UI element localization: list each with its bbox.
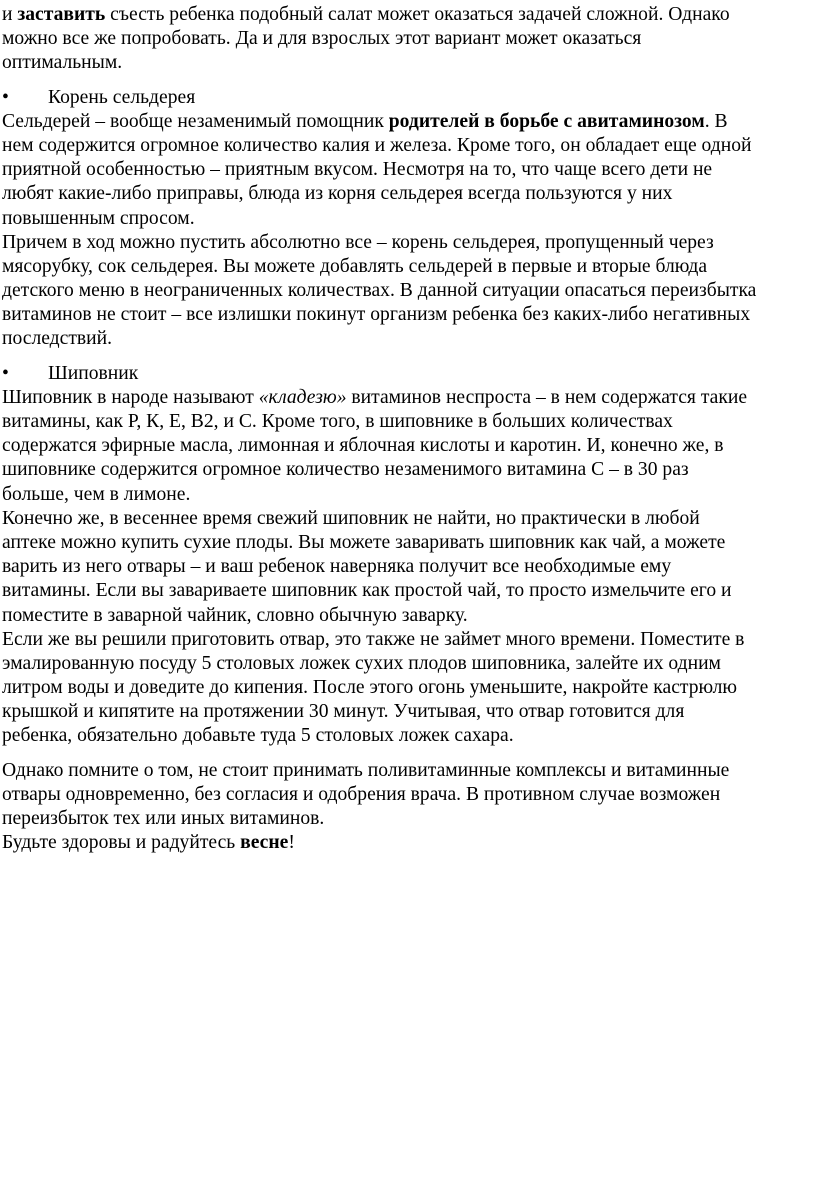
closing-line: Однако помните о том, не стоит принимать поливитаминные комплексы и витаминные — [2, 759, 730, 781]
intro-paragraph — [2, 3, 816, 76]
intro-line: оптимальным. — [2, 52, 123, 74]
bullet-icon: • — [2, 362, 9, 384]
rosehip-section — [2, 362, 816, 749]
celery-line: нем содержится огромное количество калия и железа. Кроме того, он обладает еще одной — [2, 134, 752, 156]
rosehip-line: Если же вы решили приготовить отвар, это также не займет много времени. Поместите в — [2, 628, 745, 650]
intro-line: можно все же попробовать. Да и для взрослых этот вариант может оказаться — [2, 28, 642, 50]
celery-line: витаминов не стоит – все излишки покинут организм ребенка без каких-либо негативных — [2, 304, 751, 326]
rosehip-line: аптеке можно купить сухие плоды. Вы можете заваривать шиповник как чай, а можете — [2, 531, 726, 553]
bullet-icon: • — [2, 86, 9, 108]
rosehip-line — [2, 386, 816, 410]
rosehip-line: поместите в заварной чайник, словно обычную заварку. — [2, 604, 468, 626]
bold-text: весне — [240, 832, 289, 854]
intro-text: и — [2, 4, 18, 25]
bold-text: родителей в борьбе с авитаминозом — [388, 110, 705, 132]
paragraph-text: . В — [704, 110, 728, 132]
rosehip-line: витамины, как Р, К, Е, В2, и С. Кроме того, в шиповнике в больших количествах — [2, 411, 673, 432]
rosehip-line: витамины. Если вы завариваете шиповник как простой чай, то просто измельчите его и — [2, 580, 732, 602]
celery-line: Причем в ход можно пустить абсолютно все – корень сельдерея, пропущенный через — [2, 231, 714, 253]
celery-line: любят какие-либо приправы, блюда из корня сельдерея всегда пользуются у них — [2, 183, 673, 205]
intro-line — [2, 3, 816, 27]
closing-line — [2, 831, 816, 855]
rosehip-line: Конечно же, в весеннее время свежий шиповник не найти, но практически в любой — [2, 507, 700, 529]
closing-line: переизбыток тех или иных витаминов. — [2, 808, 325, 829]
italic-text: «кладезю» — [258, 386, 347, 408]
celery-line: повышенным спросом. — [2, 207, 195, 229]
celery-line: последствий. — [2, 328, 113, 350]
section-heading-text: Корень сельдерея — [48, 86, 196, 108]
celery-heading — [2, 86, 816, 110]
celery-line: детского меню в неограниченных количествах. В данной ситуации опасаться переизбытка — [2, 280, 757, 302]
celery-line: приятной особенностью – приятным вкусом. Несмотря на то, что чаще всего дети не — [2, 159, 713, 181]
celery-line: мясорубку, сок сельдерея. Вы можете добавлять сельдерей в первые и вторые блюда — [2, 255, 708, 277]
paragraph-text: Будьте здоровы и радуйтесь — [2, 832, 241, 854]
rosehip-line: больше, чем в лимоне. — [2, 483, 191, 505]
rosehip-line: ребенка, обязательно добавьте туда 5 столовых ложек сахара. — [2, 725, 514, 747]
paragraph-text: витаминов неспроста – в нем содержатся такие — [346, 386, 748, 408]
paragraph-text: Шиповник в народе называют — [2, 386, 259, 408]
rosehip-line: шиповнике содержится огромное количество незаменимого витамина С – в 30 раз — [2, 459, 689, 481]
rosehip-line: крышкой и кипятите на протяжении 30 минут. Учитывая, что отвар готовится для — [2, 701, 685, 723]
intro-text: съесть ребенка подобный салат может оказаться задачей сложной. Однако — [105, 4, 730, 25]
intro-bold-text: заставить — [17, 4, 106, 25]
rosehip-line: содержатся эфирные масла, лимонная и яблочная кислоты и каротин. И, конечно же, в — [2, 435, 724, 457]
paragraph-text: Сельдерей – вообще незаменимый помощник — [2, 110, 389, 132]
rosehip-line: варить из него отвары – и ваш ребенок наверняка получит все необходимые ему — [2, 556, 672, 578]
closing-line: отвары одновременно, без согласия и одобрения врача. В противном случае возможен — [2, 783, 721, 805]
rosehip-heading — [2, 362, 816, 386]
paragraph-text: ! — [288, 832, 295, 854]
closing-paragraph — [2, 759, 816, 856]
celery-line — [2, 110, 816, 134]
section-heading-text: Шиповник — [48, 362, 139, 384]
rosehip-line: эмалированную посуду 5 столовых ложек сухих плодов шиповника, залейте их одним — [2, 652, 721, 674]
celery-section — [2, 86, 816, 352]
rosehip-line: литром воды и доведите до кипения. После этого огонь уменьшите, накройте кастрюлю — [2, 677, 738, 699]
